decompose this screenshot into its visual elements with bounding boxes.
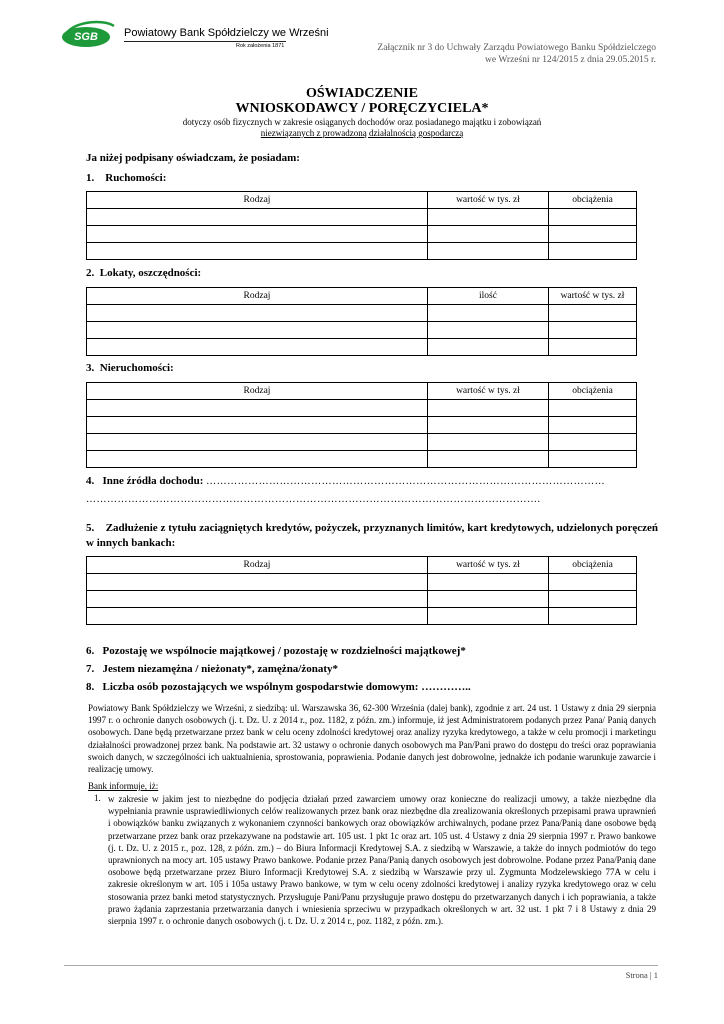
section-2-heading: [86, 267, 201, 279]
table-row: [87, 209, 637, 226]
input-cell[interactable]: [87, 417, 428, 434]
table-deposits: [86, 287, 637, 356]
input-cell[interactable]: [549, 591, 637, 608]
attachment-line-2: we Wrześni nr 124/2015 z dnia 29.05.2015 r.: [485, 55, 656, 65]
input-cell[interactable]: [87, 209, 428, 226]
table-debts: [86, 556, 637, 625]
document-scope-note: niezwiązanych z prowadzoną działalnością gospodarczą: [260, 128, 464, 138]
input-cell[interactable]: [428, 417, 549, 434]
input-cell[interactable]: [549, 434, 637, 451]
input-cell[interactable]: [549, 417, 637, 434]
table-row: [87, 451, 637, 468]
col-header: Rodzaj: [87, 192, 428, 209]
section-7-number: 7.: [86, 663, 95, 675]
input-cell[interactable]: [549, 243, 637, 260]
input-cell[interactable]: [549, 209, 637, 226]
section-6-heading[interactable]: [86, 645, 466, 657]
document-subject: WNIOSKODAWCY / PORĘCZYCIELA*: [235, 101, 489, 116]
section-8-label: Liczba osób pozostających we wspólnym gospodarstwie domowym: …………..: [102, 681, 471, 693]
input-cell[interactable]: [87, 226, 428, 243]
input-cell[interactable]: [87, 322, 428, 339]
input-cell[interactable]: [428, 226, 549, 243]
input-cell[interactable]: [428, 434, 549, 451]
section-4-heading: [86, 475, 661, 487]
footer-divider: [64, 965, 658, 966]
input-cell[interactable]: [428, 574, 549, 591]
input-cell[interactable]: [549, 574, 637, 591]
section-4-label: Inne źródła dochodu:: [102, 475, 204, 487]
attachment-line-1: Załącznik nr 3 do Uchwały Zarządu Powiatowego Banku Spółdzielczego: [377, 43, 656, 53]
privacy-clause: Powiatowy Bank Spółdzielczy we Wrześni, z siedzibą: ul. Warszawska 36, 62-300 Września (dalej bank), zgodnie z art. 24 ust. 1 Ustawy z dnia 29 sierpnia 1997 r. o ochronie danych osobowych (j. t. Dz. U. z 2014 r., poz. 1182, z późn. zm.) informuje, iż jest Administratorem podanych przez Pana/ Panią danych osobowych. Dane będą przetwarzane przez bank w celu oceny zdolności kredytowej oraz analizy ryzyka kredytowego, a także w celu promocji i marketingu działalności prowadzonej przez bank. Na podstawie art. 32 ustawy o ochronie danych osobowych ma Pan/Pani prawo do dostępu do treści oraz poprawiania swoich danych, w szczególności ich uaktualnienia, sprostowania, poprawienia. Podanie danych jest dobrowolne, jednakże ich podanie warunkuje zawarcie i realizację umowy.: [88, 703, 656, 775]
section-7-label: Jestem niezamężna / nieżonaty*, zamężna/żonaty*: [102, 663, 339, 675]
section-6-number: 6.: [86, 645, 95, 657]
section-2-label: Lokaty, oszczędności:: [99, 267, 202, 279]
section-1-number: 1.: [86, 172, 95, 184]
input-cell[interactable]: [428, 339, 549, 356]
input-cell[interactable]: [428, 243, 549, 260]
input-cell[interactable]: [87, 339, 428, 356]
section-1-label: Ruchomości:: [105, 172, 167, 184]
input-cell[interactable]: [87, 574, 428, 591]
col-header: ilość: [428, 288, 549, 305]
input-cell[interactable]: [549, 400, 637, 417]
input-cell[interactable]: [428, 400, 549, 417]
input-cell[interactable]: [549, 305, 637, 322]
input-cell[interactable]: [87, 608, 428, 625]
section-8-number: 8.: [86, 681, 95, 693]
page-number: Strona | 1: [625, 970, 658, 980]
table-row: [87, 226, 637, 243]
input-cell[interactable]: [428, 591, 549, 608]
input-cell[interactable]: [428, 322, 549, 339]
input-cell[interactable]: [549, 608, 637, 625]
table-row: [87, 591, 637, 608]
section-6-label: Pozostaję we wspólnocie majątkowej / pozostaję w rozdzielności majątkowej*: [102, 645, 466, 657]
section-5-label: Zadłużenie z tytułu zaciągniętych kredytów, pożyczek, przyznanych limitów, kart kredytowych, udzielonych poręczeń w innych bankach:: [86, 522, 659, 549]
input-cell[interactable]: [87, 305, 428, 322]
table-row: [87, 574, 637, 591]
table-real-estate: [86, 382, 637, 468]
table-row: [87, 305, 637, 322]
section-3-number: 3.: [86, 362, 95, 374]
intro-statement: Ja niżej podpisany oświadczam, że posiadam:: [86, 152, 300, 164]
table-row: [87, 243, 637, 260]
sgb-logo: SGB: [62, 27, 110, 47]
section-2-number: 2.: [86, 267, 95, 279]
input-cell[interactable]: [87, 451, 428, 468]
col-header: wartość w tys. zł: [428, 192, 549, 209]
input-cell[interactable]: [428, 451, 549, 468]
section-5-number: 5.: [86, 522, 95, 534]
table-row: [87, 608, 637, 625]
section-8-heading[interactable]: [86, 681, 471, 693]
section-4-number: 4.: [86, 475, 95, 487]
col-header: Rodzaj: [87, 288, 428, 305]
input-cell[interactable]: [549, 322, 637, 339]
header-divider: [124, 41, 286, 42]
col-header: wartość w tys. zł: [428, 383, 549, 400]
bank-info-item: w zakresie w jakim jest to niezbędne do podjęcia działań przed zawarciem umowy oraz konieczne do realizacji umowy, a także niezbędne dla wypełniania prawnie usprawiedliwionych celów realizowanych przez bank oraz niezbędne dla zrealizowania określonych przepisami prawa uprawnień i obowiązków banku związanych z wykonaniem czynności bankowych oraz obowiązków archiwalnych, podane przez Pana/Panią dane osobowe będą przetwarzane przez bank oraz przekazywane na podstawie art. 105 ust. 1 pkt 1c oraz art. 105 ust. 4 Ustawy z dnia 29 sierpnia 1997 r. Prawo bankowe (j. t. Dz. U. z 2015 r., poz. 128, z późn. zm.) – do Biura Informacji Kredytowej S.A. z siedzibą w Warszawie, a także do innych podmiotów do tego uprawnionych na mocy art. 105 ustawy Prawo bankowe. Podanie przez Pana/Panią danych osobowych jest dobrowolne. Podane przez Pana/Panią dane osobowe będą przetwarzane przez Biuro Informacji Kredytowej S.A. z siedzibą w Warszawie przy ul. Zygmunta Modzelewskiego 77A w celu i zakresie określonym w art. 105 i 105a ustawy Prawo bankowe, w tym w celu oceny zdolności kredytowej i analizy ryzyka kredytowego oraz w celu stosowania przez banki metod statystycznych. Przysługuje Pani/Panu przysługuje prawo dostępu do przetwarzanych danych i ich poprawiania, a także prawo żądania zaprzestania przetwarzania danych i wniesienia sprzeciwu w przypadkach określonych w art. 32 ust. 1 pkt 7 i 8 Ustawy z dnia 29 sierpnia 1997 r. o ochronie danych osobowych (j. t. Dz. U. z 2014 r., poz. 1182, z późn. zm.).: [108, 794, 656, 927]
input-cell[interactable]: [428, 209, 549, 226]
input-cell[interactable]: [549, 339, 637, 356]
col-header: obciążenia: [549, 383, 637, 400]
attachment-note: [377, 42, 656, 66]
input-cell[interactable]: [87, 400, 428, 417]
bank-info-heading: Bank informuje, iż:: [88, 781, 159, 791]
col-header: wartość w tys. zł: [549, 288, 637, 305]
input-cell[interactable]: [87, 243, 428, 260]
table-row: [87, 400, 637, 417]
section-3-label: Nieruchomości:: [99, 362, 174, 374]
document-scope: dotyczy osób fizycznych w zakresie osiąganych dochodów oraz posiadanego majątku i zobowiązań: [182, 117, 542, 127]
table-row: [87, 417, 637, 434]
input-cell[interactable]: [428, 305, 549, 322]
table-row: [87, 434, 637, 451]
bank-founded: Rok założenia 1871: [236, 43, 285, 49]
col-header: obciążenia: [549, 192, 637, 209]
input-cell[interactable]: [87, 434, 428, 451]
input-cell[interactable]: [428, 608, 549, 625]
section-5-heading: [86, 521, 658, 551]
document-title: OŚWIADCZENIE: [305, 86, 419, 101]
col-header: obciążenia: [549, 557, 637, 574]
col-header: wartość w tys. zł: [428, 557, 549, 574]
other-income-field-line-2[interactable]: ………………………………………………………………………………………………………………….: [86, 494, 541, 505]
input-cell[interactable]: [87, 591, 428, 608]
section-7-heading[interactable]: [86, 663, 338, 675]
other-income-field[interactable]: ……………………………………………………………………………………………………: [206, 476, 606, 487]
section-3-heading: [86, 362, 174, 374]
table-row: [87, 339, 637, 356]
bank-info-item-number: 1.: [94, 793, 101, 803]
input-cell[interactable]: [549, 226, 637, 243]
bank-name: Powiatowy Bank Spółdzielczy we Wrześni: [124, 27, 329, 39]
col-header: Rodzaj: [87, 383, 428, 400]
section-1-heading: [86, 172, 166, 184]
col-header: Rodzaj: [87, 557, 428, 574]
table-movables: [86, 191, 637, 260]
table-row: [87, 322, 637, 339]
input-cell[interactable]: [549, 451, 637, 468]
